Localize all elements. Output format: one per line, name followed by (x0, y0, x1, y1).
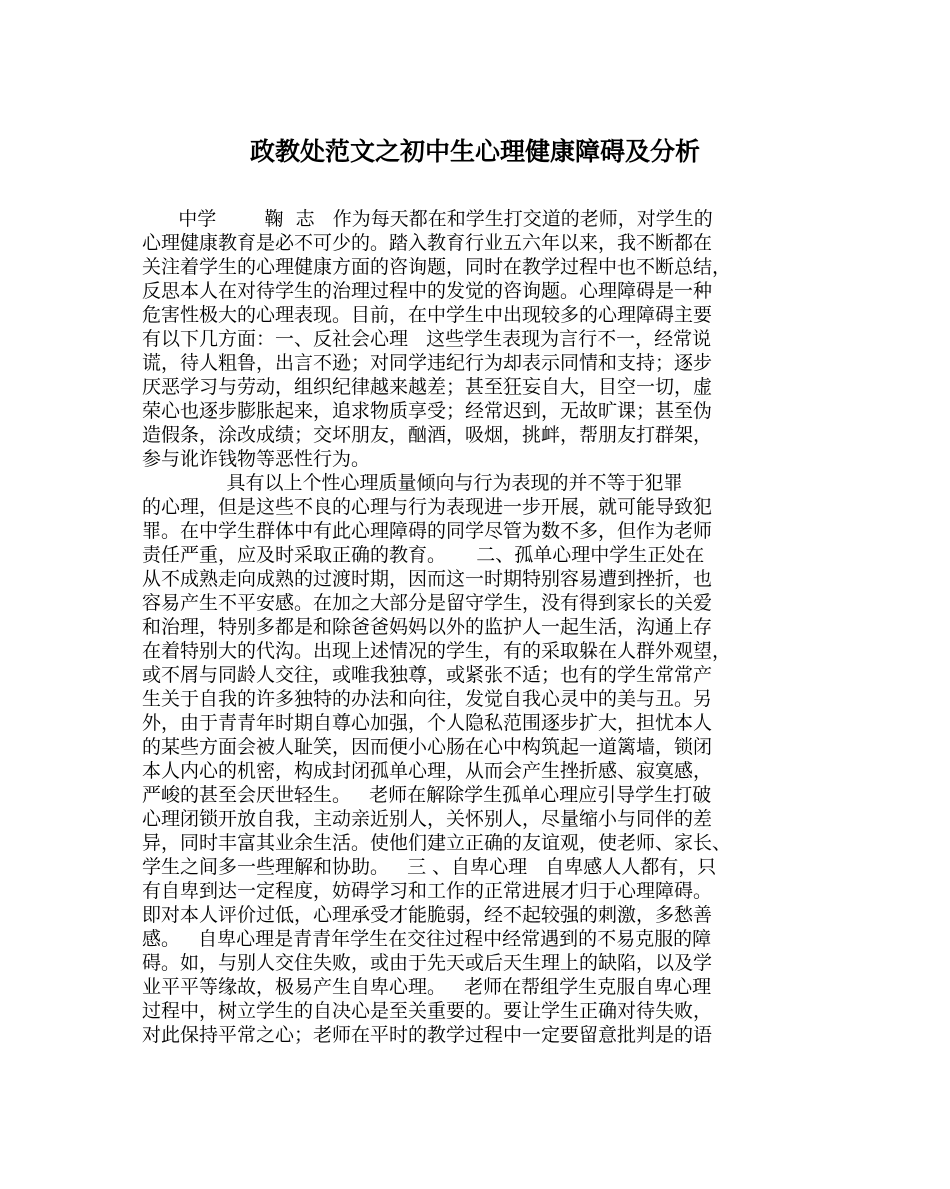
body-line: 过程中，树立学生的自决心是至关重要的。要让学生正确对待失败， (142, 1000, 713, 1022)
body-line: 心理健康教育是必不可少的。踏入教育行业五六年以来，我不断都在 (142, 232, 713, 254)
body-line: 严峻的甚至会厌世轻生。 老师在解除学生孤单心理应引导学生打破 (142, 784, 712, 806)
body-line: 和治理，特别多都是和除爸爸妈妈以外的监护人一起生活，沟通上存 (142, 616, 713, 638)
body-line: 有自卑到达一定程度，妨碍学习和工作的正常进展才归于心理障碍。 (142, 880, 713, 902)
body-line: 厌恶学习与劳动，组织纪律越来越差；甚至狂妄自大，目空一切，虚 (142, 376, 713, 398)
body-line: 生关于自我的许多独特的办法和向往，发觉自我心灵中的美与丑。另 (142, 688, 713, 710)
body-line: 学生之间多一些理解和协助。 三 、自卑心理 自卑感人人都有，只 (142, 856, 717, 878)
body-line: 的心理，但是这些不良的心理与行为表现进一步开展，就可能导致犯 (142, 496, 713, 518)
body-line: 对此保持平常之心；老师在平时的教学过程中一定要留意批判是的语 (142, 1024, 713, 1046)
body-line: 危害性极大的心理表现。目前，在中学生中出现较多的心理障碍主要 (142, 304, 713, 326)
body-line: 的某些方面会被人耻笑，因而便小心肠在心中构筑起一道篱墙，锁闭 (142, 736, 713, 758)
body-line: 中学 鞠 志 作为每天都在和学生打交道的老师，对学生的 (142, 208, 713, 230)
body-line: 或不屑与同龄人交往，或唯我独尊，或紧张不适；也有的学生常常产 (142, 664, 713, 686)
body-line: 容易产生不平安感。在加之大部分是留守学生，没有得到家长的关爱 (142, 592, 713, 614)
body-line: 荣心也逐步膨胀起来，追求物质享受；经常迟到，无故旷课；甚至伪 (142, 400, 713, 422)
body-line: 具有以上个性心理质量倾向与行为表现的并不等于犯罪 (142, 472, 683, 494)
body-line: 即对本人评价过低，心理承受才能脆弱，经不起较强的刺激，多愁善 (142, 904, 713, 926)
document-body (142, 207, 826, 1047)
body-line: 心理闭锁开放自我，主动亲近别人，关怀别人，尽量缩小与同伴的差 (142, 808, 713, 830)
body-line: 罪。在中学生群体中有此心理障碍的同学尽管为数不多，但作为老师 (142, 520, 713, 542)
body-line: 造假条，涂改成绩；交坏朋友，酗酒，吸烟，挑衅，帮朋友打群架， (142, 424, 713, 446)
body-line: 感。 自卑心理是青青年学生在交往过程中经常遇到的不易克服的障 (142, 928, 712, 950)
body-line: 参与讹诈钱物等恶性行为。 (142, 448, 371, 470)
body-line: 外，由于青青年时期自尊心加强，个人隐私范围逐步扩大，担忧本人 (142, 712, 713, 734)
body-line: 从不成熟走向成熟的过渡时期，因而这一时期特别容易遭到挫折，也 (142, 568, 713, 590)
body-line: 谎，待人粗鲁，出言不逊；对同学违纪行为却表示同情和支持；逐步 (142, 352, 713, 374)
body-line: 在着特别大的代沟。出现上述情况的学生，有的采取躲在人群外观望， (142, 640, 732, 662)
body-line: 反思本人在对待学生的治理过程中的发觉的咨询题。心理障碍是一种 (142, 280, 713, 302)
body-line: 本人内心的机密，构成封闭孤单心理，从而会产生挫折感、寂寞感， (142, 760, 713, 782)
body-line: 异，同时丰富其业余生活。使他们建立正确的友谊观，使老师、家长、 (142, 832, 732, 854)
body-line: 碍。如，与别人交住失败，或由于先天或后天生理上的缺陷，以及学 (142, 952, 713, 974)
body-line: 责任严重，应及时采取正确的教育。 二、孤单心理中学生正处在 (142, 544, 705, 566)
body-line: 业平平等缘故，极易产生自卑心理。 老师在帮组学生克服自卑心理 (142, 976, 712, 998)
document-title: 政教处范文之初中生心理健康障碍及分析 (249, 137, 700, 166)
body-line: 关注着学生的心理健康方面的咨询题，同时在教学过程中也不断总结， (142, 256, 732, 278)
body-line: 有以下几方面：一、反社会心理 这些学生表现为言行不一，经常说 (142, 328, 712, 350)
